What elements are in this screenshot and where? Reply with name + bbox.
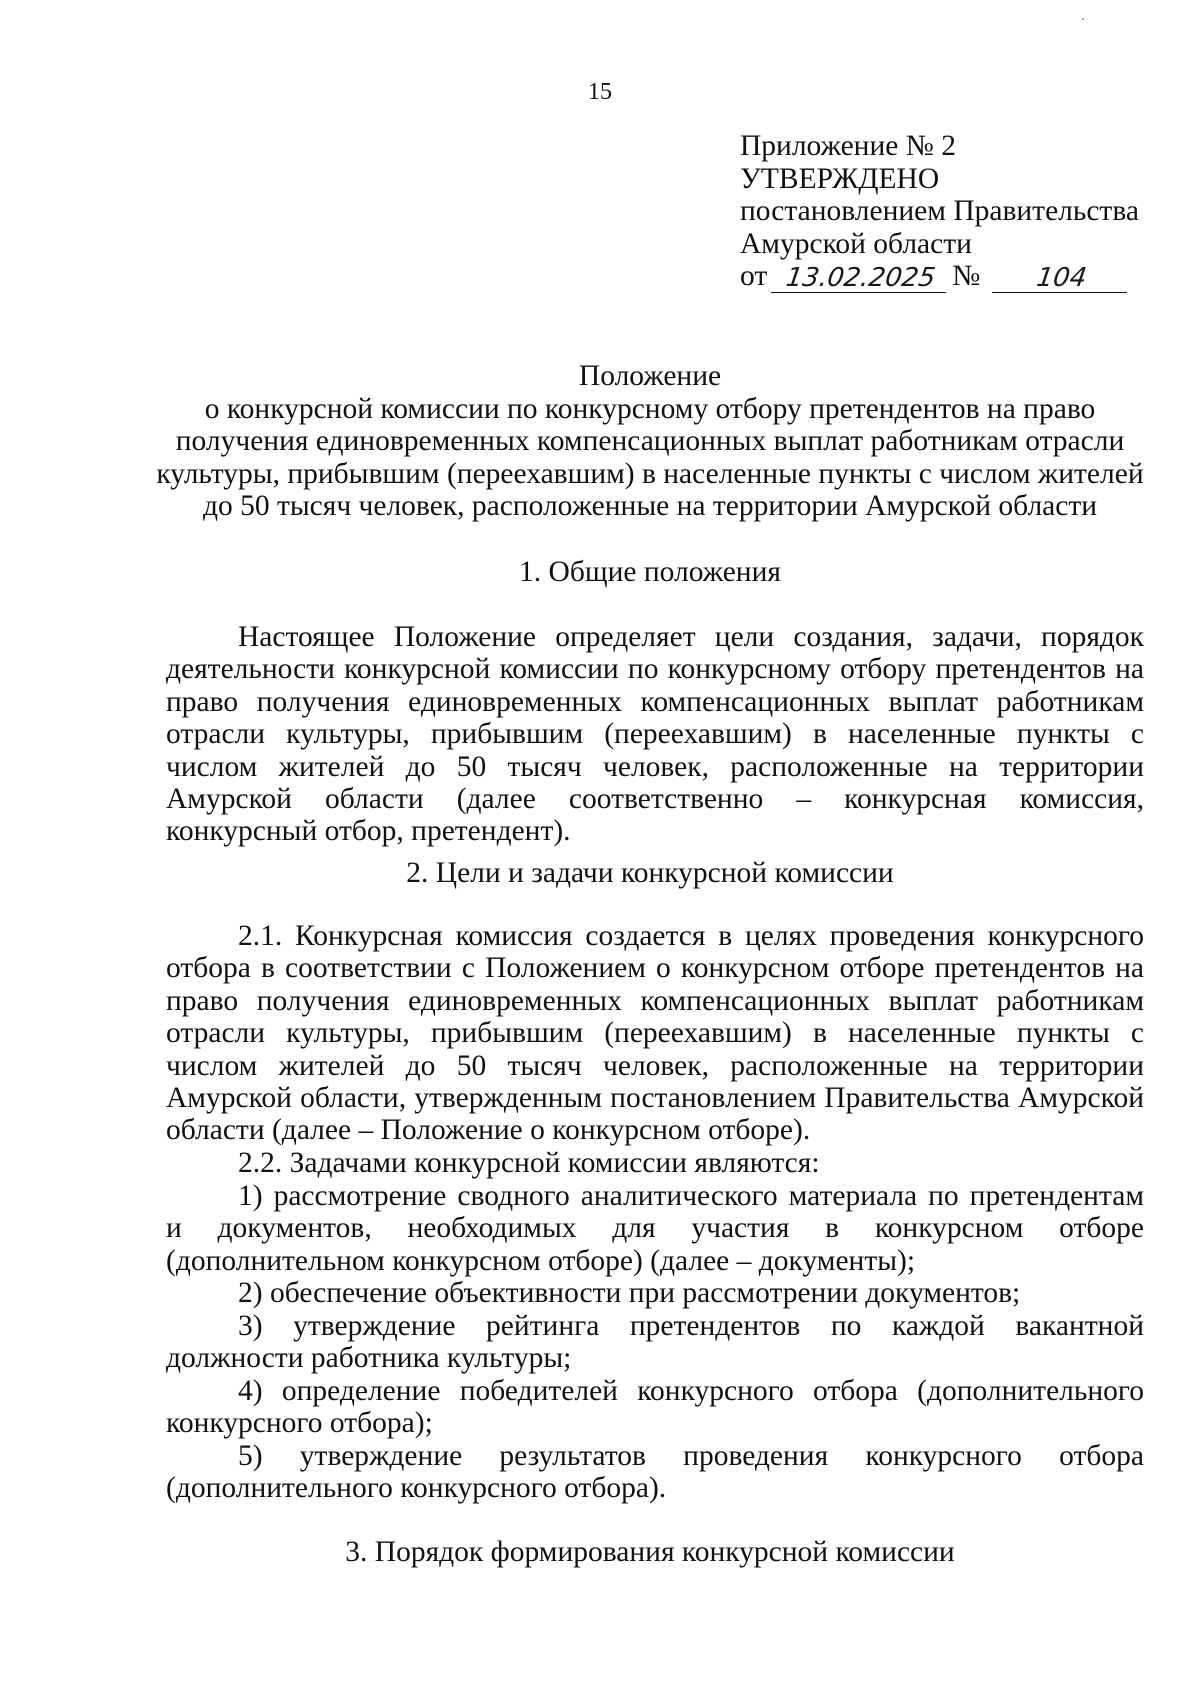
document-title [150,360,1150,523]
list-item-2: 2) обеспечение объективности при рассмотрении документов; [238,1277,1021,1309]
section-1-heading: 1. Общие положения [519,556,781,588]
handwritten-number: 104 [992,264,1131,293]
section-2-heading: 2. Цели и задачи конкурсной комиссии [406,857,894,889]
paragraph-2-1: 2.1. Конкурсная комиссия создается в целях проведения конкурсного отбора в соответствии с Положением о конкурсном отборе претендентов на право получения единовременных компенсационных выплат работникам отрасли культуры, прибывшим (переехавшим) в населенные пункты с числом жителей до 50 тысяч человек, расположенные на территории Амурской области, утвержденным постановлением Правительства Амурской области (далее – Положение о конкурсном отборе). [166,920,1144,1147]
date-number-line [740,260,1140,293]
handwritten-date: 13.02.2025 [771,264,950,293]
approval-block [740,130,1140,293]
number-prefix: № [952,260,981,292]
section-1-paragraph: Настоящее Положение определяет цели создания, задачи, порядок деятельности конкурсной комиссии по конкурсному отбору претендентов на право получения единовременных компенсационных выплат работникам отрасли культуры, прибывшим (переехавшим) в населенные пункты с числом жителей до 50 тысяч человек, расположенные на территории Амурской области (далее соответственно – конкурсная комиссия, конкурсный отбор, претендент). [166,621,1144,848]
list-item-3: 3) утверждение рейтинга претендентов по каждой вакантной должности работника культуры; [166,1310,1144,1375]
approved-label: УТВЕРЖДЕНО [740,162,940,195]
paragraph-2-2: 2.2. Задачами конкурсной комиссии являются: [238,1147,820,1179]
title-line-1: Положение [578,360,722,392]
page-number: 15 [588,79,612,105]
approved-by-line: постановлением Правительства [740,195,1139,227]
title-line-4: культуры, прибывшим (переехавшим) в населенные пункты с числом жителей [156,457,1144,490]
title-line-5: до 50 тысяч человек, расположенные на территории Амурской области [202,490,1098,522]
list-item-5: 5) утверждение результатов проведения конкурсного отбора (дополнительного конкурсного отбора). [166,1440,1144,1505]
date-prefix: от [740,260,768,292]
title-line-3: получения единовременных компенсационных выплат работникам отрасли [175,425,1125,457]
list-item-1: 1) рассмотрение сводного аналитического материала по претендентам и документов, необходимых для участия в конкурсном отборе (дополнительном конкурсном отборе) (далее – документы); [166,1180,1144,1277]
scan-speck [1082,18,1084,20]
list-item-4: 4) определение победителей конкурсного отбора (дополнительного конкурсного отбора); [166,1375,1144,1440]
appendix-label: Приложение № 2 [740,130,956,162]
section-3-heading: 3. Порядок формирования конкурсной комиссии [345,1536,955,1568]
title-line-2: о конкурсной комиссии по конкурсному отбору претендентов на право [204,392,1096,425]
approved-by-region: Амурской области [740,227,972,260]
